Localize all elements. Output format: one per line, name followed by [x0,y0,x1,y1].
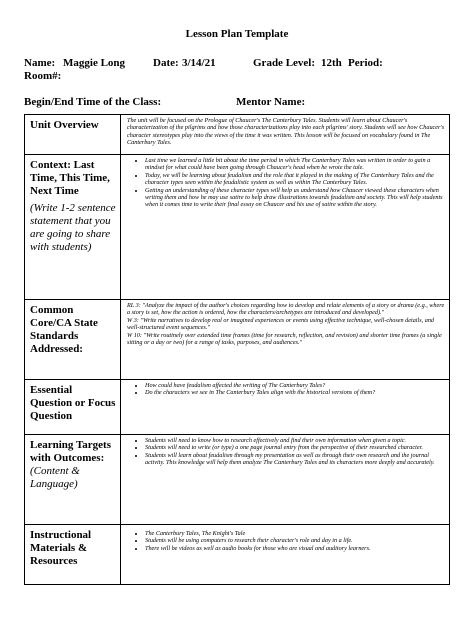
unit-overview-label: Unit Overview [25,115,121,155]
period-label: Period: [348,57,383,69]
standard-item: W 10: "Write routinely over extended time frames (time for research, reflection, and revision) and shorter time frames (a single sitting or a day or two) for a range of tasks, purposes, and audiences." [127,331,442,347]
grade-label: Grade Level: [253,57,316,69]
date-value: 3/14/21 [182,57,216,69]
mentor-label: Mentor Name: [236,96,306,108]
learning-targets-row [25,435,450,525]
context-row [25,155,450,300]
unit-overview-row [25,115,450,155]
date-label: Date: [153,57,179,69]
standards-row [25,300,450,380]
standard-item: RL 3: "Analyze the impact of the author's choices regarding how to develop and relate elements of a story or drama (e.g., where a story is set, how the action is ordered, how the characters/archetypes are introduced and developed)." [127,302,445,317]
learning-target-item: • Students will need to know how to research effectively and find their own information when given a topic. [145,437,445,444]
room-label: Room#: [24,70,62,82]
unit-overview-text: The unit will be focused on the Prologue of Chaucer's The Canterbury Tales. Students will learn about Chaucer's characterization of the pilgrims and how those characterizations play into each pilgrims' story. Students will see how Chaucer's character stereotypes play into the views of the time it was written. This lesson will be focused on vocabulary found in The Canterbury Tales. [127,117,445,147]
materials-item: • Students will be using computers to research their character's role and day in a life. [145,537,445,544]
materials-label: Instructional Materials & Resources [25,525,121,585]
context-item: • Last time we learned a little bit about the time period in which The Canterbury Tales was written in order to gain a mindset for what could have been going through Chaucer's head when he wrote the tale. [145,157,445,172]
standards-label: Common Core/CA State Standards Addressed: [25,300,121,380]
lesson-plan-table [24,114,450,585]
essential-question-label: Essential Question or Focus Question [25,380,121,435]
context-sublabel: (Write 1-2 sentence statement that you are going to share with students) [30,202,116,253]
essential-question-list [127,382,445,397]
materials-row [25,525,450,585]
grade-value: 12th [321,57,342,69]
essential-question-item: • How could have feudalism affected the writing of The Canterbury Tales? [145,382,445,389]
essential-question-row [25,380,450,435]
learning-targets-sublabel: (Content & Language) [30,465,80,490]
name-value: Maggie Long [63,57,126,69]
learning-targets-list [127,437,445,467]
learning-target-item: • Students will learn about feudalism through my presentation as well as through their own research and the journal activity. This knowledge will help them analyze The Canterbury Tales and its characters more deeply and accurately. [145,452,445,467]
name-label: Name: [24,57,56,69]
learning-targets-label-cell [25,435,121,525]
materials-item: • The Canterbury Tales, The Knight's Tale [145,530,445,537]
materials-item: • There will be videos as well as audio books for those who are visual and auditory learners. [145,545,445,552]
essential-question-item: • Do the characters we see in The Canterbury Tales align with the historical versions of them? [145,389,445,396]
context-list [127,157,445,209]
context-label-cell [25,155,121,300]
materials-list [127,530,445,552]
learning-target-item: • Students will need to write (or type) a one page journal entry from the perspective of their researched character. [145,444,445,451]
standard-item: W 3: "Write narratives to develop real or imagined experiences or events using effective technique, well-chosen details, and well-structured event sequences." [127,316,435,332]
document-title: Lesson Plan Template [185,28,289,40]
learning-targets-label: Learning Targets with Outcomes: [30,439,111,464]
context-item: • Today, we will be learning about feudalism and the role that it played in the making of The Canterbury Tales and the character types seen within the feudalistic system as well as within The Canterbury Tales. [145,172,445,187]
time-label: Begin/End Time of the Class: [24,96,162,108]
context-label: Context: Last Time, This Time, Next Time [30,159,110,197]
context-item: • Getting an understanding of these character types will help us understand how Chaucer viewed these characters when writing them and how he may use satire to help draw illustrations towards feudalism and society. This will help students when it comes time to write their final essay on Chaucer and his use of satire within the story. [145,187,445,209]
